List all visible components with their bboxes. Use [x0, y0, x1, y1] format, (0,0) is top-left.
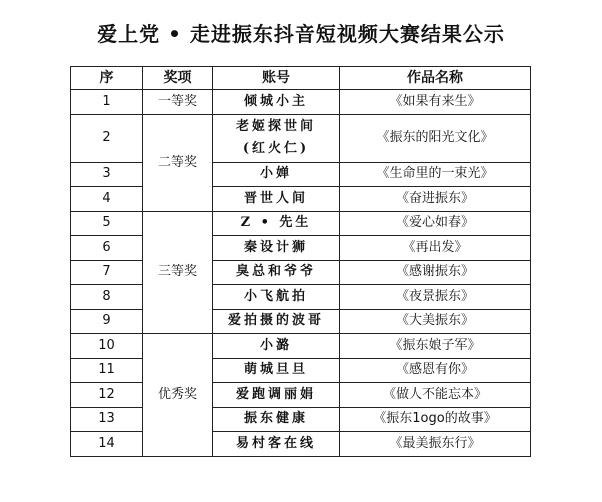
work-title-cell: 《夜景振东》: [340, 285, 531, 310]
column-header-award: 奖项: [143, 67, 213, 90]
account-cell: 倾城小主: [213, 90, 340, 115]
table-row: [71, 187, 531, 212]
award-cell: 优秀奖: [143, 334, 213, 457]
table-row: [71, 90, 531, 115]
work-title-cell: 《爱心如春》: [340, 211, 531, 236]
table-header-row: [71, 67, 531, 90]
work-title-cell: 《振东1ogo的故事》: [340, 407, 531, 432]
column-header-account: 账号: [213, 67, 340, 90]
row-number: 2: [71, 114, 143, 162]
row-number: 3: [71, 162, 143, 187]
work-title-cell: 《感谢振东》: [340, 260, 531, 285]
row-number: 7: [71, 260, 143, 285]
row-number: 10: [71, 334, 143, 359]
account-cell: 振东健康: [213, 407, 340, 432]
work-title-cell: 《感恩有你》: [340, 358, 531, 383]
column-header-no: 序: [71, 67, 143, 90]
table-row: [71, 236, 531, 261]
account-cell: 臭总和爷爷: [213, 260, 340, 285]
table-row: [71, 211, 531, 236]
work-title-cell: 《奋进振东》: [340, 187, 531, 212]
column-header-work: 作品名称: [340, 67, 531, 90]
row-number: 11: [71, 358, 143, 383]
table-row: [71, 260, 531, 285]
row-number: 4: [71, 187, 143, 212]
account-cell: 爱拍摄的波哥: [213, 309, 340, 334]
award-cell: 二等奖: [143, 114, 213, 211]
row-number: 9: [71, 309, 143, 334]
table-row: [71, 358, 531, 383]
row-number: 8: [71, 285, 143, 310]
table-row: [71, 407, 531, 432]
account-cell: 小飞航拍: [213, 285, 340, 310]
account-cell: 小潞: [213, 334, 340, 359]
work-title-cell: 《最美振东行》: [340, 432, 531, 457]
row-number: 13: [71, 407, 143, 432]
row-number: 6: [71, 236, 143, 261]
table-row: [71, 162, 531, 187]
award-cell: 三等奖: [143, 211, 213, 334]
work-title-cell: 《振东娘子军》: [340, 334, 531, 359]
account-cell: 晋世人间: [213, 187, 340, 212]
row-number: 1: [71, 90, 143, 115]
work-title-cell: 《如果有来生》: [340, 90, 531, 115]
table-row: [71, 334, 531, 359]
account-cell: 小婵: [213, 162, 340, 187]
page-title: 爱上党 • 走进振东抖音短视频大赛结果公示: [97, 22, 505, 46]
account-name-line: (红火仁): [242, 141, 310, 156]
row-number: 14: [71, 432, 143, 457]
table-row: [71, 285, 531, 310]
table-row: [71, 432, 531, 457]
row-number: 12: [71, 383, 143, 408]
results-table: [70, 66, 531, 457]
account-cell: 秦设计狮: [213, 236, 340, 261]
work-title-cell: 《生命里的一束光》: [340, 162, 531, 187]
row-number: 5: [71, 211, 143, 236]
work-title-cell: 《振东的阳光文化》: [340, 114, 531, 162]
table-row: [71, 383, 531, 408]
account-cell: [213, 114, 340, 162]
table-row: [71, 114, 531, 162]
work-title-cell: 《大美振东》: [340, 309, 531, 334]
award-cell: 一等奖: [143, 90, 213, 115]
account-cell: 易村客在线: [213, 432, 340, 457]
work-title-cell: 《再出发》: [340, 236, 531, 261]
table-row: [71, 309, 531, 334]
account-cell: 萌城旦旦: [213, 358, 340, 383]
account-name-line: 老姬探世间: [235, 119, 316, 134]
work-title-cell: 《做人不能忘本》: [340, 383, 531, 408]
account-cell: Z • 先生: [213, 211, 340, 236]
account-cell: 爱跑调丽娟: [213, 383, 340, 408]
